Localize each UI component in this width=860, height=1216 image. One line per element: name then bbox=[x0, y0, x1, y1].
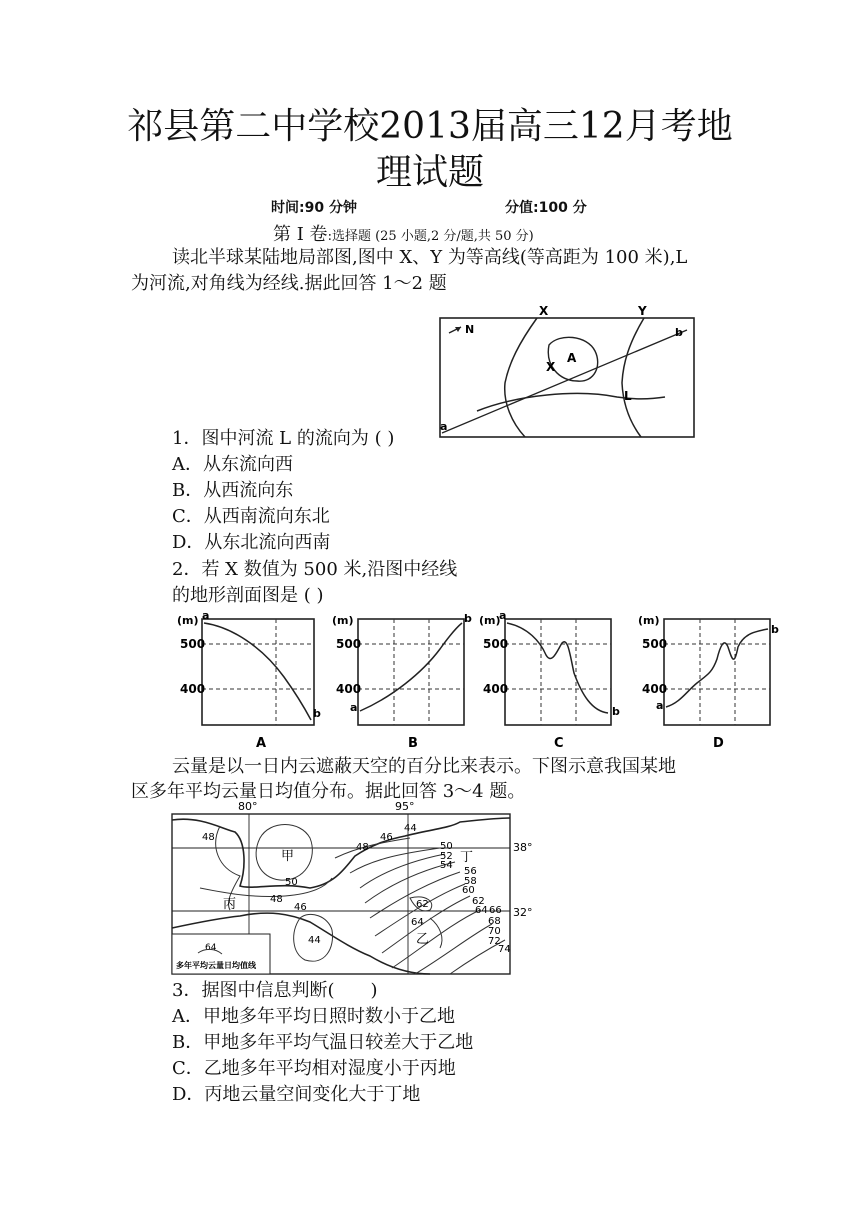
label-a-corner: a bbox=[440, 420, 448, 433]
svg-text:62: 62 bbox=[472, 896, 485, 907]
svg-text:b: b bbox=[771, 623, 779, 636]
lat-38: 38° bbox=[513, 841, 533, 854]
q3-option-d: D．丙地云量空间变化大于丁地 bbox=[172, 1084, 421, 1105]
meridian-diagonal bbox=[442, 330, 687, 433]
label-l: L bbox=[624, 389, 632, 403]
q3-option-b: B．甲地多年平均气温日较差大于乙地 bbox=[172, 1032, 474, 1053]
label-x-top: X bbox=[539, 304, 549, 318]
svg-text:a: a bbox=[499, 609, 507, 622]
q2-stem-line1: 2．若 X 数值为 500 米,沿图中经线 bbox=[172, 559, 458, 580]
svg-text:46: 46 bbox=[294, 902, 307, 913]
svg-text:400: 400 bbox=[642, 682, 668, 696]
svg-text:48: 48 bbox=[202, 832, 215, 843]
svg-text:44: 44 bbox=[404, 823, 417, 834]
profile-b bbox=[332, 612, 472, 751]
profile-c bbox=[479, 609, 620, 751]
svg-text:48: 48 bbox=[270, 894, 283, 905]
svg-text:(m): (m) bbox=[638, 614, 660, 627]
q3-option-c: C．乙地多年平均相对湿度小于丙地 bbox=[172, 1058, 456, 1079]
profile-charts bbox=[172, 607, 792, 752]
svg-text:66: 66 bbox=[489, 905, 502, 916]
q2-stem-line2: 的地形剖面图是 ( ) bbox=[172, 585, 324, 606]
q1-option-a: A．从东流向西 bbox=[172, 454, 293, 475]
svg-text:a: a bbox=[202, 609, 210, 622]
profile-a-unit: (m) bbox=[177, 614, 199, 627]
q3-stem: 3．据图中信息判断( ) bbox=[172, 980, 378, 1001]
q3-option-a: A．甲地多年平均日照时数小于乙地 bbox=[172, 1006, 455, 1027]
svg-text:500: 500 bbox=[642, 637, 668, 651]
svg-text:b: b bbox=[313, 707, 321, 720]
place-ding: 丁 bbox=[460, 850, 474, 865]
lat-32: 32° bbox=[513, 906, 533, 919]
section-note: :选择题 (25 小题,2 分/题,共 50 分) bbox=[327, 229, 534, 244]
svg-text:500: 500 bbox=[336, 637, 362, 651]
svg-text:b: b bbox=[464, 612, 472, 625]
svg-text:46: 46 bbox=[380, 832, 393, 843]
svg-text:44: 44 bbox=[308, 935, 321, 946]
exam-time: 时间:90 分钟 bbox=[271, 200, 357, 216]
contour-y bbox=[622, 318, 644, 437]
cloud-cover-map bbox=[160, 798, 540, 980]
label-a-inner: A bbox=[567, 351, 577, 365]
svg-text:a: a bbox=[350, 701, 358, 714]
q1-option-d: D．从东北流向西南 bbox=[172, 532, 331, 553]
svg-text:500: 500 bbox=[180, 637, 206, 651]
section-name: 第 Ⅰ 卷 bbox=[273, 224, 328, 245]
svg-text:400: 400 bbox=[336, 682, 362, 696]
intro2-line2: 区多年平均云量日均值分布。据此回答 3～4 题。 bbox=[131, 781, 526, 802]
svg-text:400: 400 bbox=[180, 682, 206, 696]
place-bing: 丙 bbox=[223, 897, 237, 912]
svg-text:68: 68 bbox=[488, 916, 501, 927]
exam-score: 分值:100 分 bbox=[505, 200, 587, 216]
svg-text:48: 48 bbox=[356, 842, 369, 853]
lon-95: 95° bbox=[395, 800, 415, 813]
svg-text:B: B bbox=[408, 736, 418, 751]
svg-text:b: b bbox=[612, 705, 620, 718]
intro2-line1: 云量是以一日内云遮蔽天空的百分比来表示。下图示意我国某地 bbox=[172, 756, 676, 777]
svg-text:56: 56 bbox=[464, 866, 477, 877]
svg-text:52: 52 bbox=[440, 851, 453, 862]
legend-value: 64 bbox=[205, 943, 217, 953]
svg-text:74: 74 bbox=[498, 944, 511, 955]
svg-text:50: 50 bbox=[440, 841, 453, 852]
svg-text:64: 64 bbox=[411, 917, 424, 928]
svg-text:400: 400 bbox=[483, 682, 509, 696]
intro1-line2: 为河流,对角线为经线.据此回答 1～2 题 bbox=[131, 273, 447, 294]
svg-text:72: 72 bbox=[488, 936, 501, 947]
svg-text:54: 54 bbox=[440, 860, 453, 871]
svg-text:500: 500 bbox=[483, 637, 509, 651]
svg-text:58: 58 bbox=[464, 876, 477, 887]
q1-option-c: C．从西南流向东北 bbox=[172, 506, 330, 527]
profile-d bbox=[638, 614, 779, 751]
place-yi: 乙 bbox=[416, 932, 430, 947]
lon-80: 80° bbox=[238, 800, 258, 813]
svg-text:(m): (m) bbox=[479, 614, 501, 627]
label-x-inner: X bbox=[546, 360, 556, 374]
svg-text:70: 70 bbox=[488, 926, 501, 937]
contour-x bbox=[505, 318, 537, 437]
intro1-line1: 读北半球某陆地局部图,图中 X、Y 为等高线(等高距为 100 米),L bbox=[172, 247, 688, 268]
section-heading bbox=[273, 220, 534, 246]
contour-map-1 bbox=[437, 303, 699, 439]
legend-caption: 多年平均云量日均值线 bbox=[176, 961, 256, 970]
label-b-corner: b bbox=[675, 326, 683, 339]
svg-text:D: D bbox=[713, 736, 724, 751]
svg-text:62: 62 bbox=[416, 899, 429, 910]
svg-text:50: 50 bbox=[285, 877, 298, 888]
svg-text:A: A bbox=[256, 736, 267, 751]
label-n: N bbox=[465, 323, 475, 336]
label-y-top: Y bbox=[638, 304, 647, 318]
svg-text:60: 60 bbox=[462, 885, 475, 896]
page-title-line2: 理试题 bbox=[375, 152, 484, 193]
svg-text:C: C bbox=[554, 736, 564, 751]
q1-stem: 1．图中河流 L 的流向为 ( ) bbox=[172, 428, 395, 449]
q1-option-b: B．从西流向东 bbox=[172, 480, 294, 501]
place-jia: 甲 bbox=[281, 849, 295, 864]
svg-text:a: a bbox=[656, 699, 664, 712]
svg-text:64: 64 bbox=[475, 905, 488, 916]
page-title-line1: 祁县第二中学校2013届高三12月考地 bbox=[127, 106, 733, 147]
svg-text:(m): (m) bbox=[332, 614, 354, 627]
profile-a bbox=[177, 609, 321, 751]
